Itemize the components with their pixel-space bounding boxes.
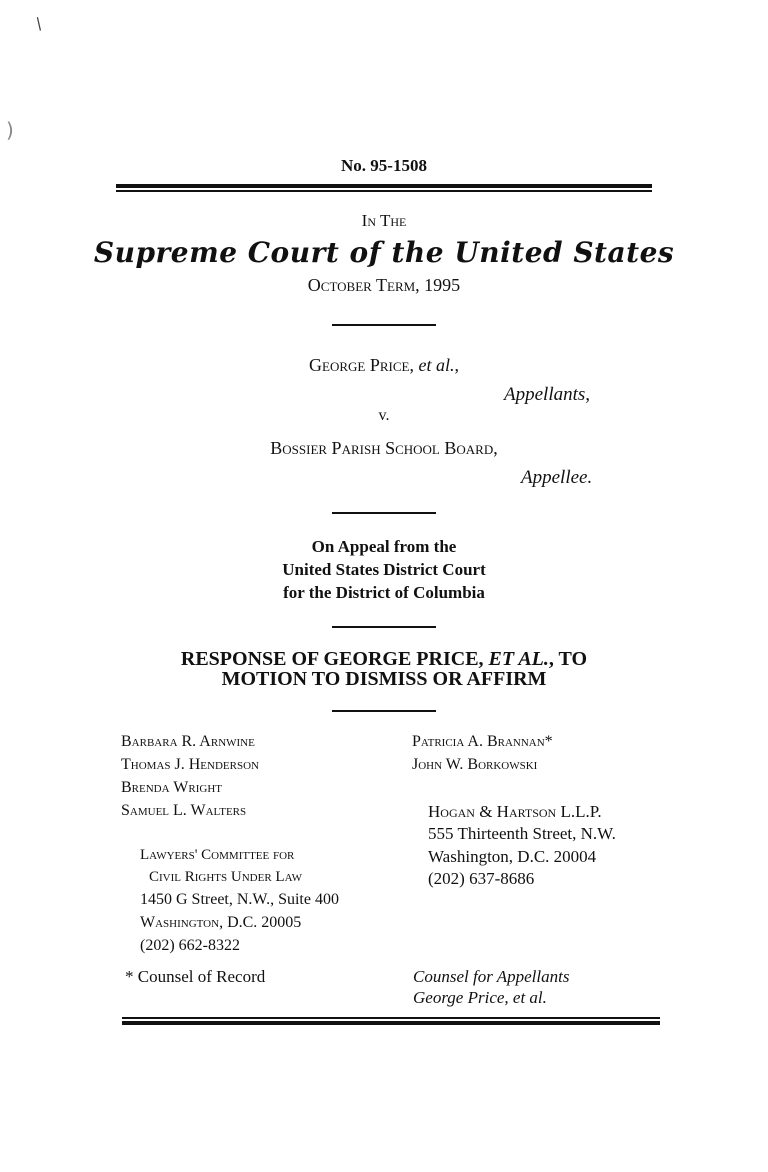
versus: v. bbox=[378, 407, 390, 424]
appellee-name: Bossier Parish School Board, bbox=[270, 438, 498, 458]
left-address-1: 1450 G Street, N.W., Suite 400 bbox=[140, 891, 339, 908]
counsel-of-record-note: * Counsel of Record bbox=[125, 967, 266, 986]
docket-number: No. 95-1508 bbox=[341, 156, 427, 175]
appeal-line-1: On Appeal from the bbox=[311, 537, 457, 556]
counsel-name: Barbara R. Arnwine bbox=[121, 733, 255, 750]
counsel-name: Brenda Wright bbox=[121, 779, 222, 796]
left-phone: (202) 662-8322 bbox=[140, 937, 240, 954]
title-etal: ET AL. bbox=[488, 648, 549, 670]
organization-line-2: Civil Rights Under Law bbox=[149, 869, 303, 885]
appellant-comma: , bbox=[454, 355, 459, 375]
divider bbox=[332, 324, 436, 326]
appellant-line bbox=[0, 355, 768, 376]
appellant-role: Appellants, bbox=[504, 384, 591, 405]
counsel-name: Samuel L. Walters bbox=[121, 802, 247, 819]
appellee-role: Appellee. bbox=[521, 467, 593, 488]
top-double-rule bbox=[116, 184, 652, 192]
counsel-name: Thomas J. Henderson bbox=[121, 756, 259, 773]
appellant-etal: et al. bbox=[418, 355, 455, 375]
term: October Term, 1995 bbox=[307, 275, 461, 295]
right-phone: (202) 637-8686 bbox=[428, 869, 535, 888]
appeal-line-3: for the District of Columbia bbox=[283, 583, 485, 602]
title-part: RESPONSE OF GEORGE PRICE, bbox=[180, 648, 489, 670]
court-name: Supreme Court of the United States bbox=[93, 236, 675, 269]
appellant-name: George Price, bbox=[309, 355, 419, 375]
divider bbox=[332, 512, 436, 514]
left-address-2: Washington, D.C. 20005 bbox=[140, 914, 302, 931]
organization-line-1: Lawyers' Committee for bbox=[140, 847, 295, 863]
in-the: In The bbox=[361, 211, 407, 230]
divider bbox=[332, 626, 436, 628]
scan-mark: ∕ bbox=[31, 13, 46, 34]
counsel-role-2: George Price, et al. bbox=[413, 988, 547, 1007]
right-address-2: Washington, D.C. 20004 bbox=[428, 847, 597, 866]
law-firm: Hogan & Hartson L.L.P. bbox=[428, 802, 602, 821]
right-address-1: 555 Thirteenth Street, N.W. bbox=[428, 824, 616, 843]
counsel-role-1: Counsel for Appellants bbox=[413, 967, 570, 986]
title-part: , TO bbox=[548, 648, 588, 670]
divider bbox=[332, 710, 436, 712]
counsel-name: John W. Borkowski bbox=[412, 756, 538, 773]
bottom-double-rule bbox=[122, 1017, 660, 1025]
counsel-name: Patricia A. Brannan* bbox=[412, 733, 553, 750]
document-title-line-2: MOTION TO DISMISS OR AFFIRM bbox=[221, 668, 547, 690]
appeal-line-2: United States District Court bbox=[282, 560, 486, 579]
scan-mark: ) bbox=[6, 118, 14, 142]
